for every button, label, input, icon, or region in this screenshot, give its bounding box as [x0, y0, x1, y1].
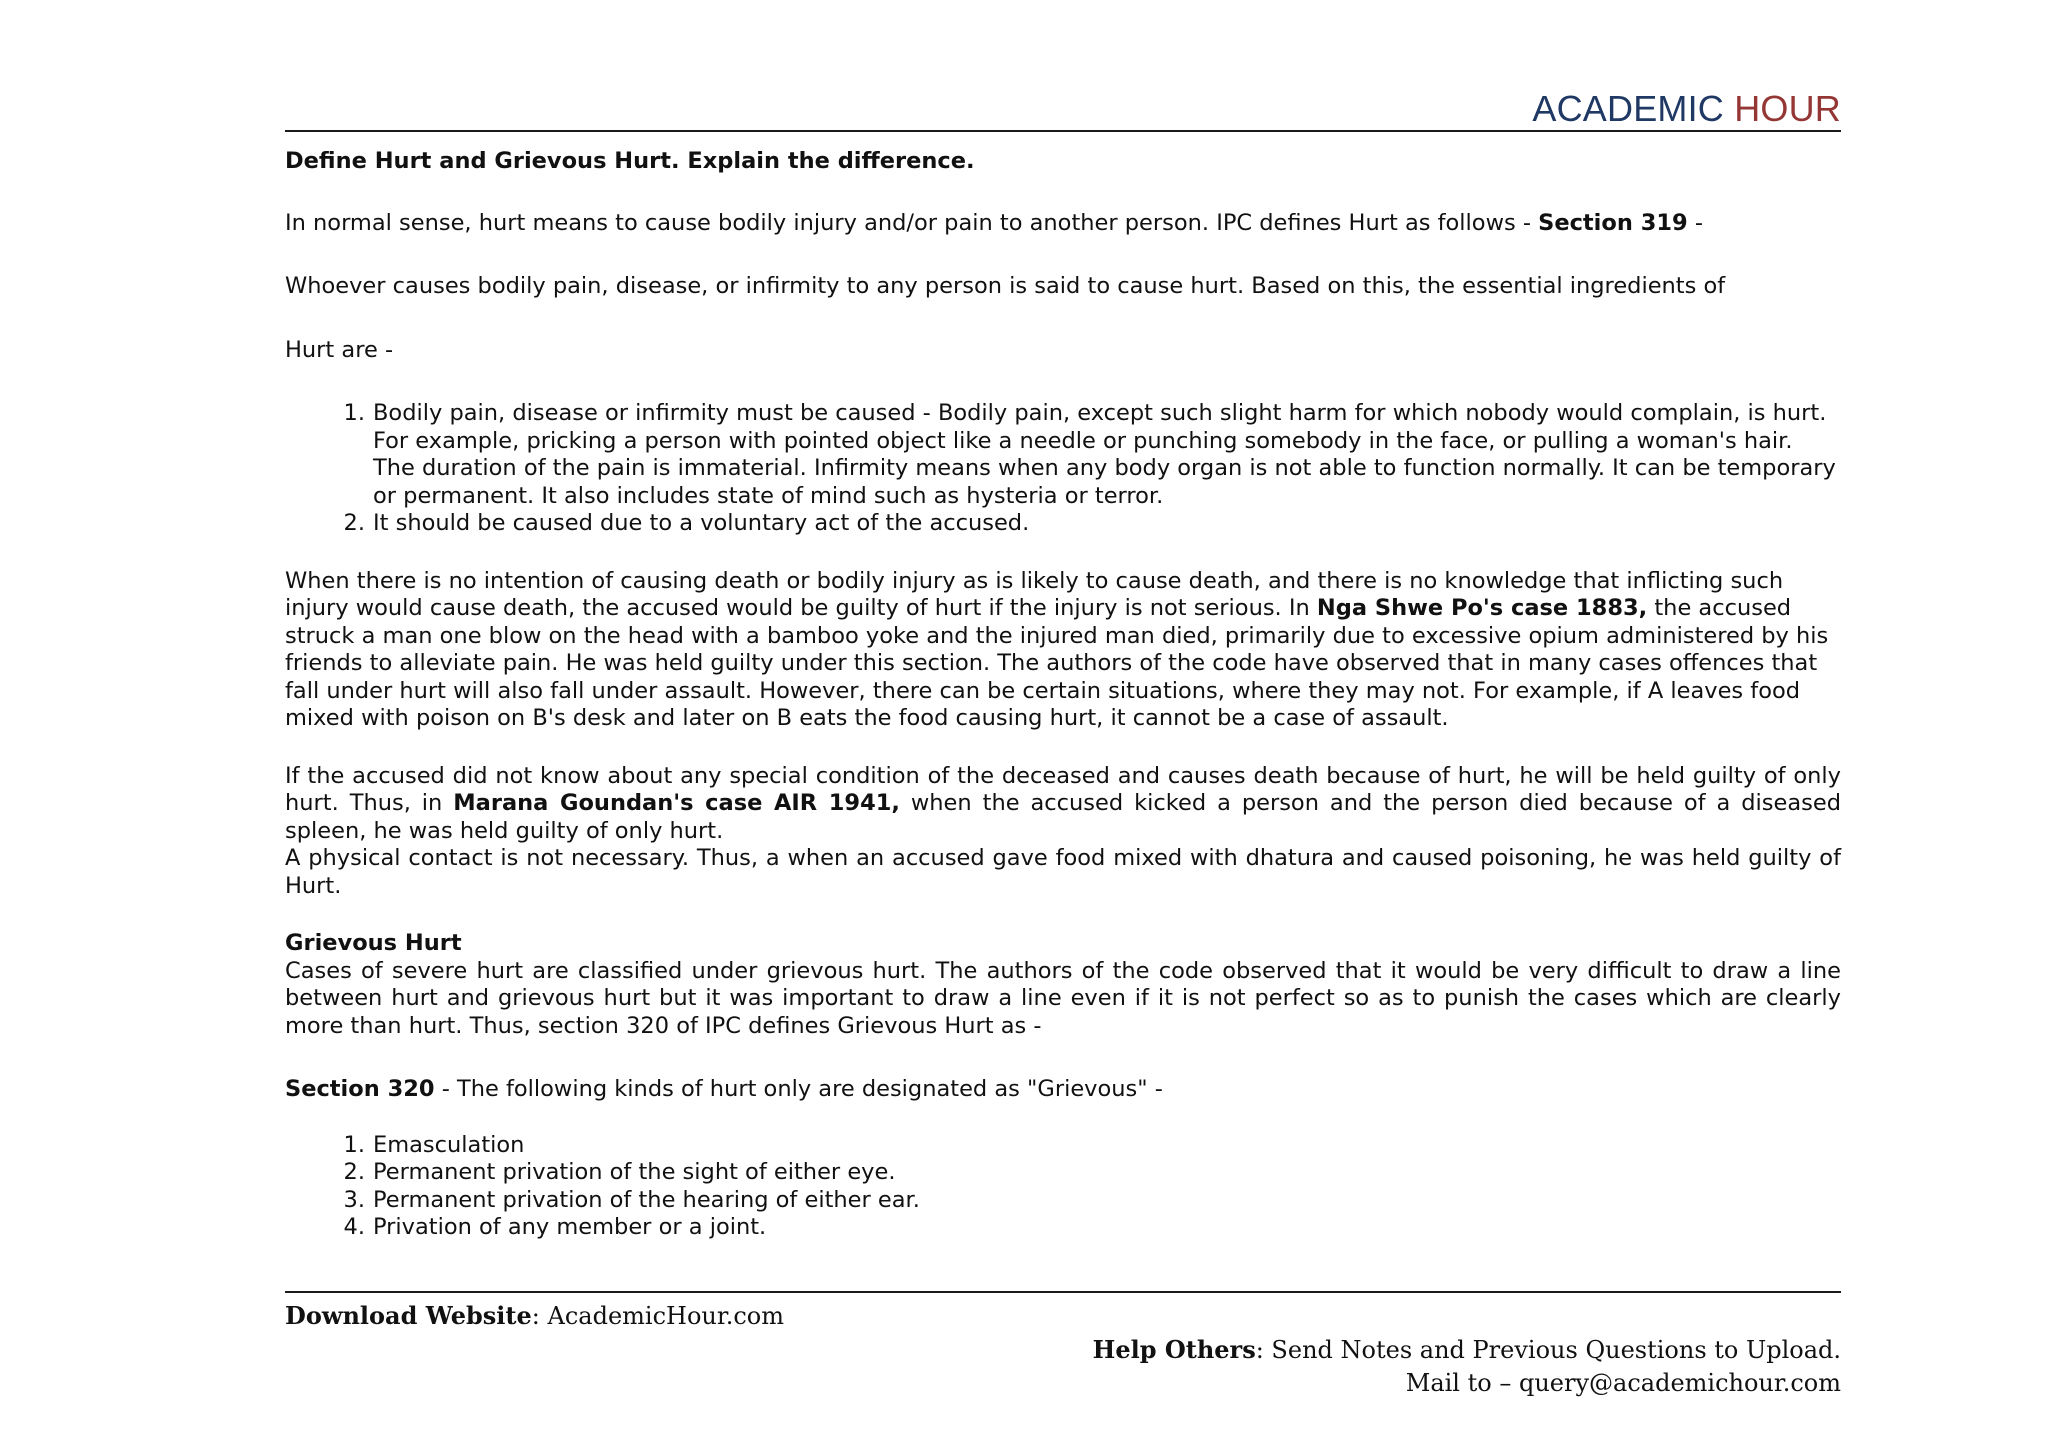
list-number: 3. [343, 1186, 365, 1213]
grievous-hurt-paragraph: Cases of severe hurt are classified under grievous hurt. The authors of the code observed that it would be very difficult to draw a line between hurt and grievous hurt but it was important to draw a line even if it is not perfect so as to punish the cases which are clearly more than hurt. Thus, section 320 of IPC defines Grievous Hurt as - [285, 957, 1841, 1039]
para-text: When there is no intention of causing death or bodily injury as is likely to cause death, and there is no knowledge that inflicting such injury would cause death, the accused would be guilty of hurt if the injury is not serious. In [285, 567, 1784, 621]
list-item [343, 510, 1841, 538]
list-item-text: Permanent privation of the sight of either eye. [373, 1159, 896, 1185]
para-text: the accused struck a man one blow on the head with a bamboo yoke and the injured man died, primarily due to excessive opium administered by his friends to alleviate pain. He was held guilty under this section. The authors of the code have observed that in many cases offences that fall under hurt will also fall under assault. However, there can be certain situations, where they may not. For example, if A leaves food mixed with poison on B's desk and later on B eats the food causing hurt, it cannot be a case of assault. [285, 595, 1829, 731]
para-text: when the accused kicked a person and the person died because of a diseased spleen, he was held guilty of only hurt. [285, 790, 1842, 844]
help-label: Help Others [1092, 1335, 1256, 1364]
para-text: If the accused did not know about any special condition of the deceased and causes death because of hurt, he will be held guilty of only hurt. Thus, in [285, 762, 1841, 816]
document-body [285, 148, 1841, 1242]
list-item-text: Emasculation [373, 1131, 525, 1158]
grievous-hurt-heading: Grievous Hurt [285, 930, 462, 956]
list-item-text: Permanent privation of the hearing of either ear. [373, 1186, 920, 1213]
mail-line: Mail to – query@academichour.com [1405, 1369, 1841, 1397]
brand-part-hour: HOUR [1734, 88, 1841, 129]
section-319-ref: Section 319 [1538, 209, 1688, 236]
list-number: 1. [343, 1131, 365, 1158]
list-item-text: It should be caused due to a voluntary act of the accused. [373, 510, 1030, 536]
list-item-text: Privation of any member or a joint. [373, 1214, 767, 1240]
physical-contact-paragraph: A physical contact is not necessary. Thus, a when an accused gave food mixed with dhatura and caused poisoning, he was held guilty of Hurt. [285, 845, 1841, 899]
page-header [285, 88, 1841, 132]
brand-logo [1532, 88, 1841, 130]
list-item [343, 1214, 1841, 1242]
question-title: Define Hurt and Grievous Hurt. Explain the difference. [285, 148, 975, 174]
help-value: : Send Notes and Previous Questions to Upload. [1255, 1336, 1841, 1364]
grievous-kinds-list [285, 1132, 1841, 1242]
download-value: : AcademicHour.com [531, 1302, 784, 1330]
intro-text: In normal sense, hurt means to cause bodily injury and/or pain to another person. IPC defines Hurt as follows - [285, 209, 1539, 236]
list-item [343, 400, 1841, 510]
section-320-ref: Section 320 [285, 1076, 435, 1102]
list-number: 4. [343, 1214, 365, 1240]
help-others-line [285, 1333, 1841, 1367]
intro-after: - [1687, 209, 1703, 236]
list-number: 2. [343, 510, 365, 536]
nga-shwe-po-paragraph [285, 568, 1841, 733]
definition-line-1: Whoever causes bodily pain, disease, or infirmity to any person is said to cause hurt. Based on this, the essential ingredients of [285, 273, 1726, 299]
list-number: 1. [343, 400, 365, 426]
list-item [343, 1131, 1841, 1160]
download-website-line [285, 1293, 1841, 1333]
marana-goundan-paragraph [285, 763, 1841, 846]
list-number: 2. [343, 1159, 365, 1185]
download-label: Download Website [285, 1301, 532, 1330]
definition-line-2: Hurt are - [285, 336, 394, 363]
case-citation-nga-shwe-po: Nga Shwe Po's case 1883, [1316, 595, 1648, 621]
section-320-text: - The following kinds of hurt only are designated as "Grievous" - [434, 1076, 1163, 1102]
intro-paragraph [285, 210, 1841, 238]
case-citation-marana-goundan: Marana Goundan's case AIR 1941, [453, 790, 900, 816]
list-item-text: Bodily pain, disease or infirmity must be caused - Bodily pain, except such slight harm for which nobody would complain, is hurt. For example, pricking a person with pointed object like a needle or punching somebody in the face, or pulling a woman's hair. The duration of the pain is immaterial. Infirmity means when any body organ is not able to function normally. It can be temporary or permanent. It also includes state of mind such as hysteria or terror. [373, 400, 1836, 509]
page-footer [285, 1291, 1841, 1400]
list-item [343, 1159, 1841, 1187]
section-320-line [285, 1076, 1841, 1104]
list-item [343, 1186, 1841, 1215]
ingredients-list [285, 400, 1841, 538]
brand-part-academic: ACADEMIC [1532, 88, 1724, 129]
